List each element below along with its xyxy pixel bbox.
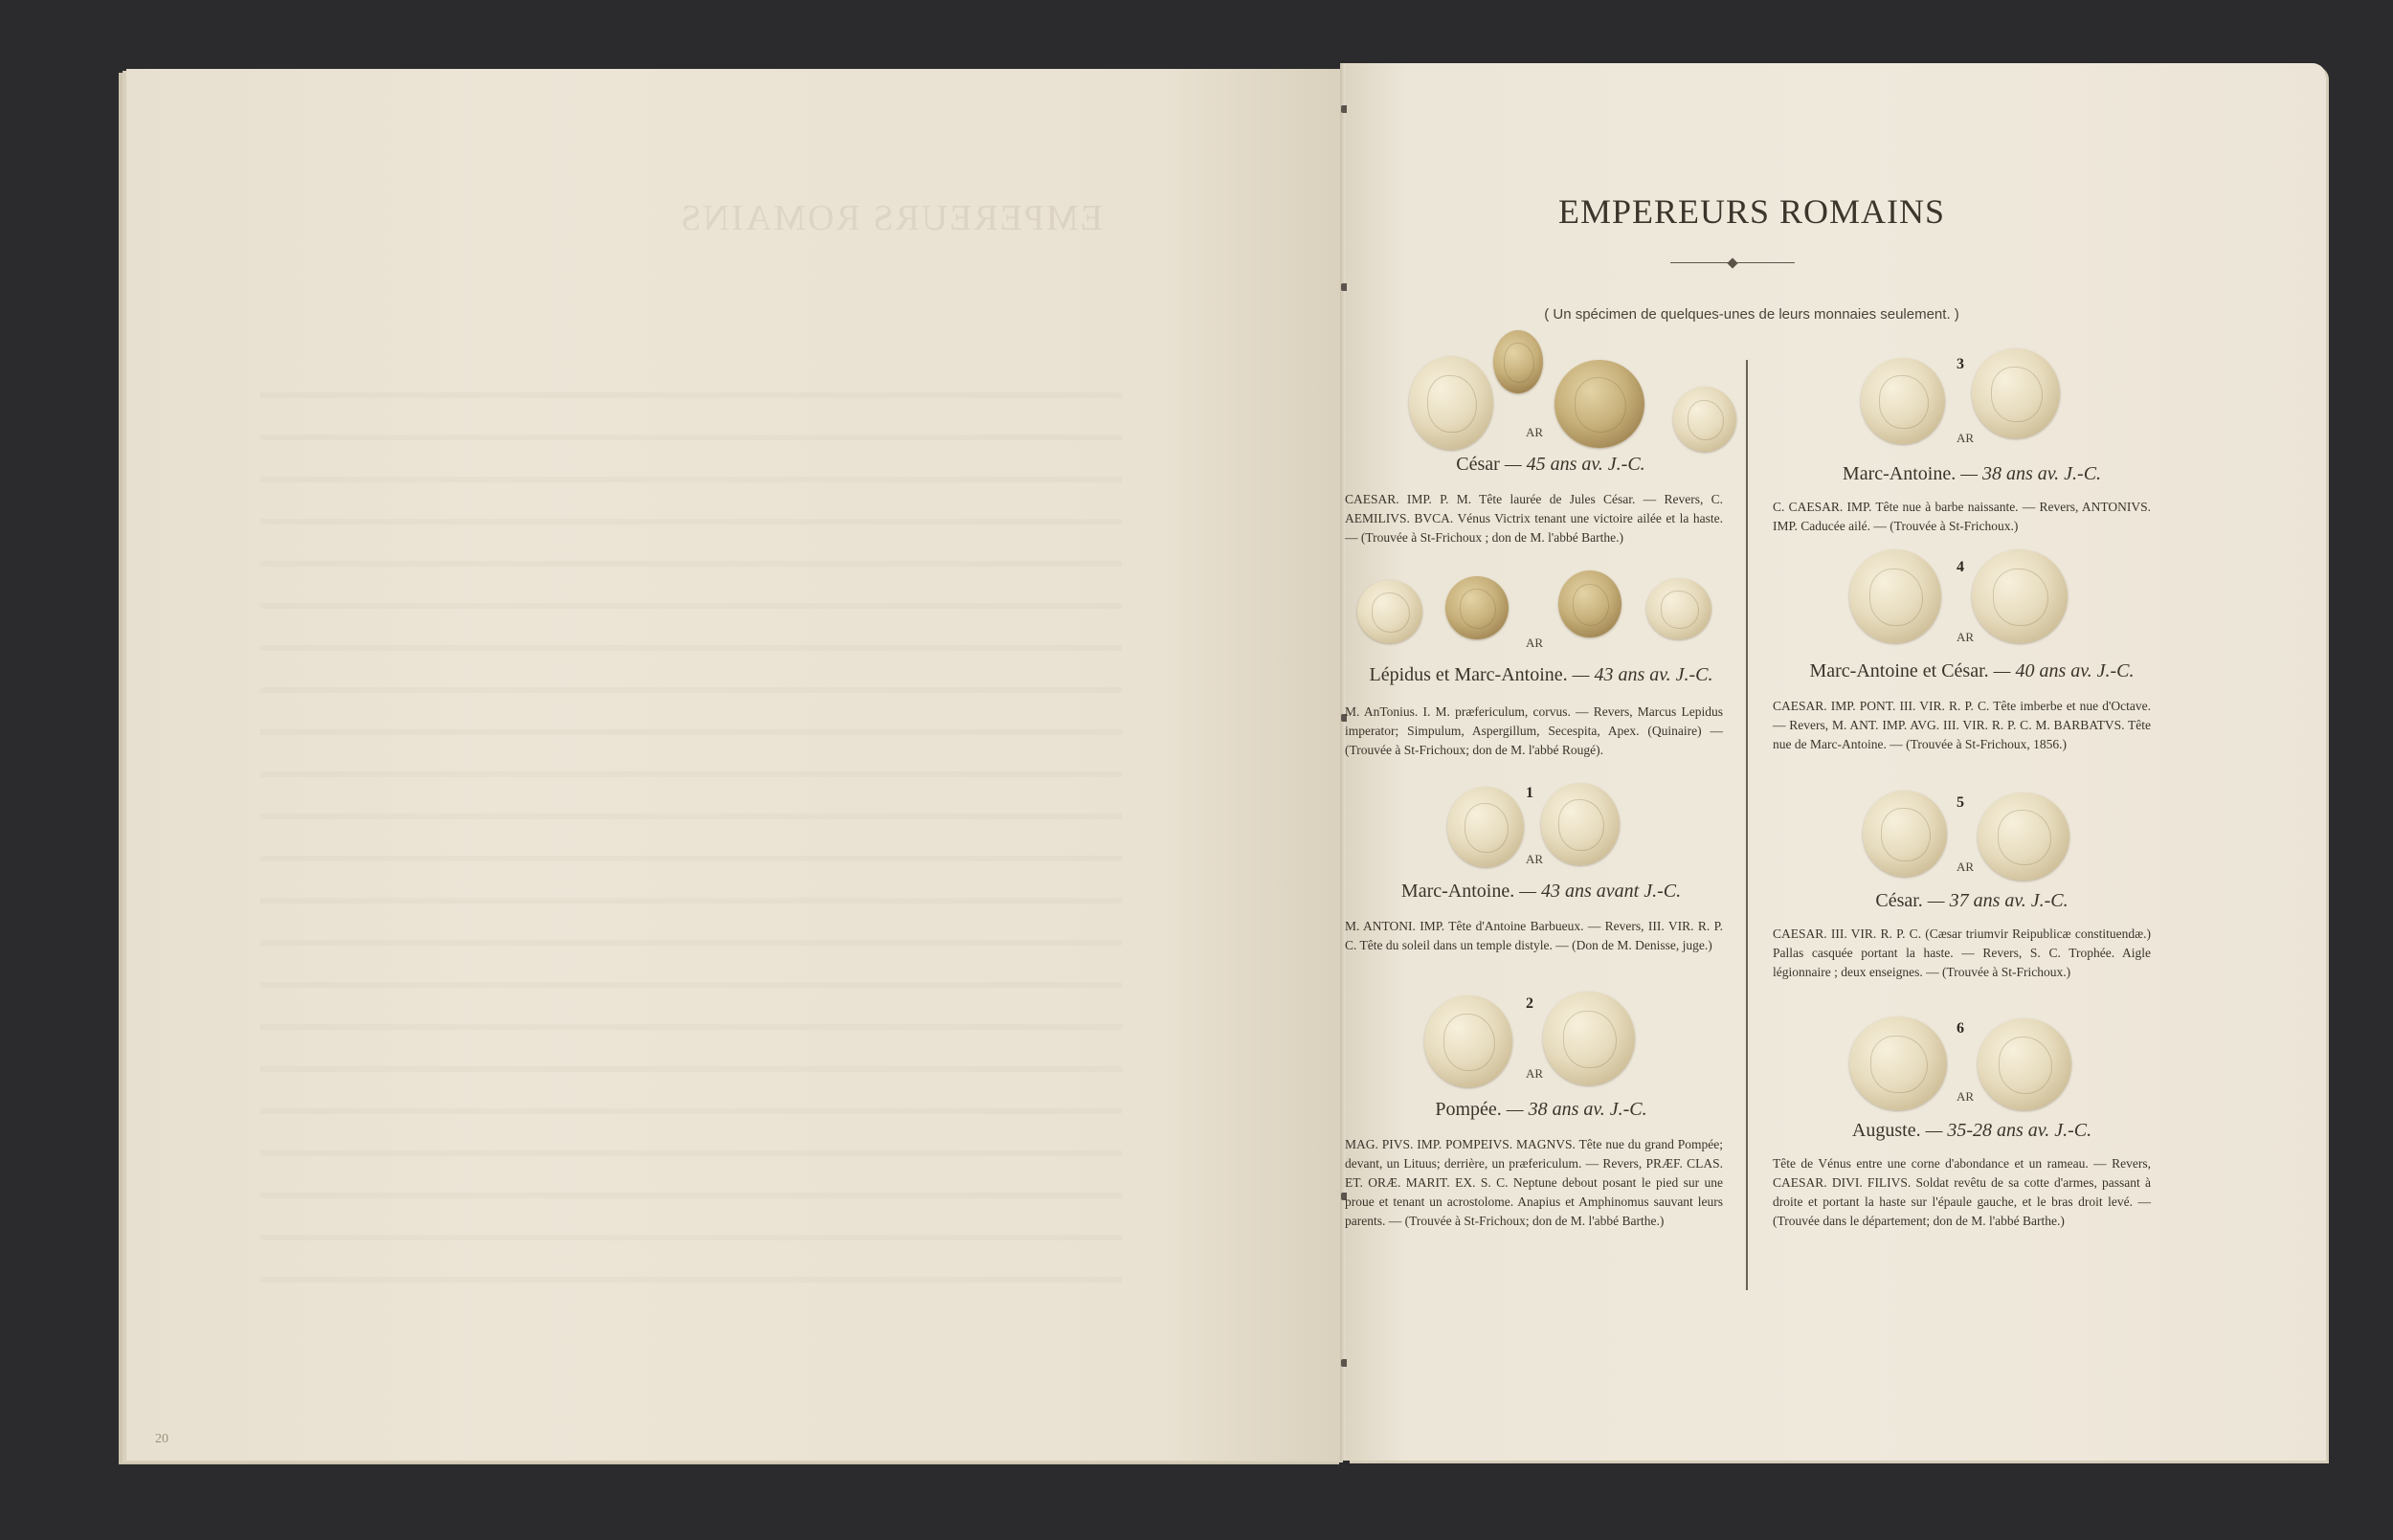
left-page-number: 20 (155, 1432, 168, 1446)
coin-image (1409, 356, 1493, 450)
coin-image (1646, 578, 1711, 639)
entry-number: 6 (1957, 1020, 1964, 1037)
coin-image (1493, 330, 1543, 393)
coin-image (1978, 792, 2069, 881)
coin-image (1554, 360, 1644, 448)
coin-image (1861, 358, 1945, 444)
coin-image (1863, 791, 1947, 877)
entry-description: Tête de Vénus entre une corne d'abondance et un rameau. — Revers, CAESAR. DIVI. FILIVS. Soldat revêtu de sa cotte d'armes, passant à droite et portant la haste sur l'épaule gauche, et le bras droit levé. — (Trouvée dans le département; don de M. l'abbé Barthe.) (1773, 1156, 2151, 1228)
column-divider (1746, 360, 1748, 1290)
coin-image (1673, 387, 1736, 452)
entry-description: CAESAR. IMP. PONT. III. VIR. R. P. C. Tête imberbe et nue d'Octave. — Revers, M. ANT. IMP. AVG. III. VIR. R. P. C. M. BARBATVS. Tête nue de Marc-Antoine. — (Trouvée à St-Frichoux, 1856.) (1773, 699, 2151, 751)
coin-metal-label: AR (1526, 852, 1544, 866)
coin-image (1978, 1018, 2071, 1110)
page-subtitle: ( Un spécimen de quelques-unes de leurs monnaies seulement. ) (1544, 306, 1959, 323)
entry-number: 4 (1957, 559, 1964, 575)
entry-number: 1 (1526, 785, 1533, 801)
ghost-title-bleed: EMPEREURS ROMAINS (679, 198, 1103, 238)
entry-number: 5 (1957, 794, 1964, 811)
entry-title-marc-antoine: Marc-Antoine. — 38 ans av. J.-C. (1842, 463, 2102, 484)
coin-image (1972, 549, 2068, 643)
entry-title-cesar: César — 45 ans av. J.-C. (1456, 454, 1645, 475)
coin-image (1849, 1016, 1947, 1110)
entry-title-pompee: Pompée. — 38 ans av. J.-C. (1435, 1099, 1647, 1120)
coin-metal-label: AR (1957, 431, 1975, 445)
page-title: EMPEREURS ROMAINS (1557, 192, 1946, 231)
coin-image (1447, 787, 1524, 867)
coin-image (1541, 783, 1620, 865)
coin-image (1972, 348, 2060, 438)
coin-metal-label: AR (1526, 425, 1544, 439)
entry-description: CAESAR. IMP. P. M. Tête laurée de Jules César. — Revers, C. AEMILIVS. BVCA. Vénus Victrix tenant une victoire ailée et la haste. — (Trouvée à St-Frichoux ; don de M. l'abbé Barthe.) (1345, 492, 1723, 545)
coin-metal-label: AR (1526, 636, 1544, 650)
entry-title-lepidus: Lépidus et Marc-Antoine. — 43 ans av. J.-C. (1369, 664, 1713, 685)
entry-title-cesar: César. — 37 ans av. J.-C. (1875, 890, 2069, 911)
entry-title-auguste: Auguste. — 35-28 ans av. J.-C. (1851, 1120, 2092, 1141)
entry-description: M. AnTonius. I. M. præfericulum, corvus. — Revers, Marcus Lepidus imperator; Simpulum, Aspergillum, Secespita, Apex. (Quinaire) — (Trouvée à St-Frichoux; don de M. l'abbé Rougé). (1345, 704, 1723, 757)
coin-image (1849, 549, 1941, 643)
coin-image (1558, 570, 1621, 637)
coin-metal-label: AR (1526, 1066, 1544, 1081)
title-ornament (1670, 258, 1795, 268)
coin-metal-label: AR (1957, 859, 1975, 874)
entry-number: 2 (1526, 995, 1533, 1012)
coin-metal-label: AR (1957, 1089, 1975, 1104)
entry-description: C. CAESAR. IMP. Tête nue à barbe naissante. — Revers, ANTONIVS. IMP. Caducée ailé. — (Trouvée à St-Frichoux.) (1773, 500, 2151, 533)
coin-metal-label: AR (1957, 630, 1975, 644)
entry-number: 3 (1957, 356, 1964, 372)
entry-title-marc-antoine-cesar: Marc-Antoine et César. — 40 ans av. J.-C. (1809, 660, 2135, 681)
entry-description: MAG. PIVS. IMP. POMPEIVS. MAGNVS. Tête nue du grand Pompée; devant, un Lituus; derrière, un præfericulum. — Revers, PRÆF. CLAS. ET. ORÆ. MARIT. EX. S. C. Neptune debout posant le pied sur une proue et tenant un acrostolome. Anapius et Amphinomus sauvant leurs parents. — (Trouvée à St-Frichoux; don de M. l'abbé Barthe.) (1345, 1137, 1723, 1228)
coin-image (1357, 580, 1422, 643)
coin-image (1543, 992, 1635, 1085)
coin-image (1424, 995, 1512, 1087)
coin-image (1445, 576, 1509, 639)
entry-title-marc-antoine: Marc-Antoine. — 43 ans avant J.-C. (1400, 881, 1682, 902)
entry-description: CAESAR. III. VIR. R. P. C. (Cæsar triumvir Reipublicæ constituendæ.) Pallas casquée portant la haste. — Revers, S. C. Trophée. Aigle légionnaire ; deux enseignes. — (Trouvée à St-Frichoux.) (1773, 926, 2151, 979)
entry-description: M. ANTONI. IMP. Tête d'Antoine Barbueux. — Revers, III. VIR. R. P. C. Tête du soleil dans un temple distyle. — (Don de M. Denisse, juge.) (1345, 919, 1723, 952)
